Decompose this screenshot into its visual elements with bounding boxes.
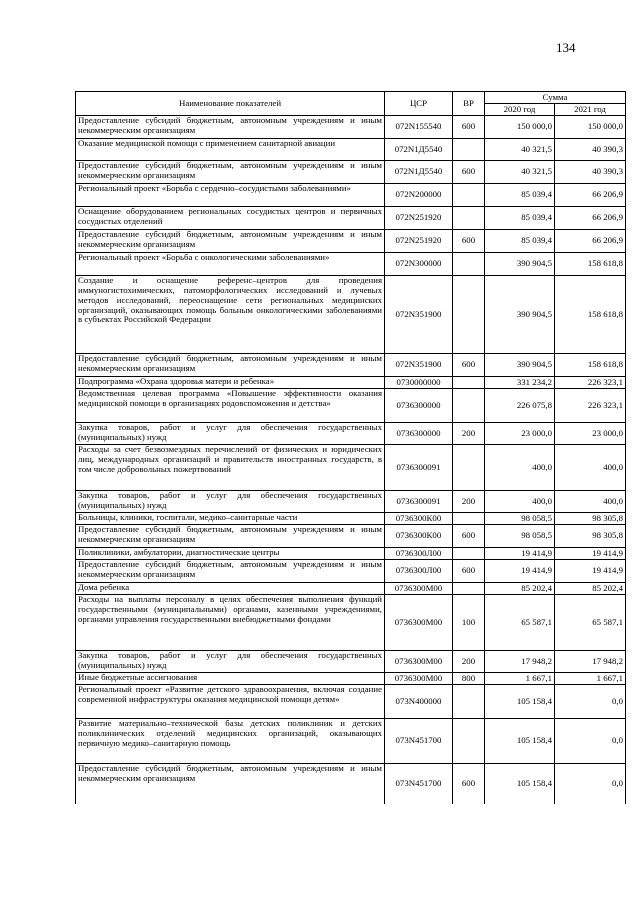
cell-y2021: 226 323,1 (555, 389, 626, 423)
cell-name: Развитие материально–технической базы детских поликлиник и детских поликлинических отделений медицинских организаций, оказывающих первичную медико–санитарную помощь (76, 719, 385, 764)
cell-y2020: 390 904,5 (485, 276, 555, 354)
cell-y2021: 0,0 (555, 719, 626, 764)
cell-csr: 072N155540 (385, 116, 453, 139)
cell-vr (453, 685, 485, 719)
cell-vr (453, 548, 485, 560)
cell-vr (453, 445, 485, 491)
table-row (76, 583, 626, 595)
table-row (76, 548, 626, 560)
cell-name: Дома ребенка (76, 583, 385, 595)
cell-y2021: 98 305,8 (555, 525, 626, 548)
cell-name: Региональный проект «Развитие детского здравоохранения, включая создание современной инфраструктуры оказания медицинской помощи детям» (76, 685, 385, 719)
cell-name: Расходы на выплаты персоналу в целях обеспечения выполнения функций государственными (муниципальными) органами, казенными учреждениями, органами управления государственными внебюджетными фондами (76, 595, 385, 651)
cell-y2020: 150 000,0 (485, 116, 555, 139)
cell-name: Региональный проект «Борьба с сердечно–сосудистыми заболеваниями» (76, 184, 385, 207)
cell-name: Предоставление субсидий бюджетным, автономным учреждениям и иным некоммерческим организациям (76, 354, 385, 377)
cell-csr: 0736300091 (385, 491, 453, 513)
cell-y2021: 65 587,1 (555, 595, 626, 651)
cell-y2021: 23 000,0 (555, 423, 626, 445)
cell-y2020: 1 667,1 (485, 673, 555, 685)
cell-vr (453, 583, 485, 595)
cell-vr: 200 (453, 491, 485, 513)
cell-y2021: 0,0 (555, 685, 626, 719)
cell-vr (453, 377, 485, 389)
cell-y2021: 98 305,8 (555, 513, 626, 525)
cell-name: Предоставление субсидий бюджетным, автономным учреждениям и иным некоммерческим организациям (76, 525, 385, 548)
header-2020: 2020 год (485, 104, 555, 116)
cell-csr: 072N251920 (385, 207, 453, 230)
cell-csr: 0736300К00 (385, 525, 453, 548)
cell-y2021: 17 948,2 (555, 651, 626, 673)
cell-y2020: 19 414,9 (485, 560, 555, 583)
cell-csr: 0736300М00 (385, 595, 453, 651)
table-row (76, 161, 626, 184)
cell-y2020: 85 039,4 (485, 184, 555, 207)
cell-name: Поликлиники, амбулатории, диагностические центры (76, 548, 385, 560)
cell-name: Региональный проект «Борьба с онкологическими заболеваниями» (76, 253, 385, 276)
cell-y2020: 85 039,4 (485, 230, 555, 253)
cell-y2020: 105 158,4 (485, 685, 555, 719)
cell-y2020: 226 075,8 (485, 389, 555, 423)
cell-y2021: 40 390,3 (555, 139, 626, 161)
cell-vr: 600 (453, 764, 485, 804)
cell-y2020: 17 948,2 (485, 651, 555, 673)
cell-y2021: 150 000,0 (555, 116, 626, 139)
cell-name: Предоставление субсидий бюджетным, автономным учреждениям и иным некоммерческим организациям (76, 161, 385, 184)
table-row (76, 651, 626, 673)
cell-vr: 600 (453, 230, 485, 253)
cell-name: Иные бюджетные ассигнования (76, 673, 385, 685)
header-sum: Сумма (485, 92, 626, 104)
page-number: 134 (556, 40, 576, 55)
cell-csr: 0736300000 (385, 423, 453, 445)
cell-y2020: 400,0 (485, 445, 555, 491)
table-row (76, 389, 626, 423)
cell-y2020: 40 321,5 (485, 139, 555, 161)
budget-table (75, 91, 626, 804)
table-row (76, 491, 626, 513)
table-row (76, 276, 626, 354)
cell-name: Больницы, клиники, госпитали, медико–санитарные части (76, 513, 385, 525)
cell-csr: 072N300000 (385, 253, 453, 276)
cell-csr: 072N1Д5540 (385, 139, 453, 161)
cell-csr: 0736300К00 (385, 513, 453, 525)
cell-vr: 100 (453, 595, 485, 651)
cell-y2020: 105 158,4 (485, 764, 555, 804)
cell-name: Расходы за счет безвозмездных перечислений от физических и юридических лиц, международных организаций и правительств иностранных государств, в том числе добровольных пожертвований (76, 445, 385, 491)
cell-csr: 0736300091 (385, 445, 453, 491)
cell-y2020: 65 587,1 (485, 595, 555, 651)
header-2021: 2021 год (555, 104, 626, 116)
table-row (76, 116, 626, 139)
table-row (76, 230, 626, 253)
table-row (76, 377, 626, 389)
cell-name: Предоставление субсидий бюджетным, автономным учреждениям и иным некоммерческим организациям (76, 116, 385, 139)
cell-vr: 600 (453, 354, 485, 377)
cell-csr: 0730000000 (385, 377, 453, 389)
table-row (76, 595, 626, 651)
cell-csr: 0736300М00 (385, 673, 453, 685)
cell-csr: 0736300Л00 (385, 548, 453, 560)
cell-name: Оснащение оборудованием региональных сосудистых центров и первичных сосудистых отделений (76, 207, 385, 230)
cell-csr: 0736300М00 (385, 583, 453, 595)
cell-y2021: 158 618,8 (555, 253, 626, 276)
cell-csr: 0736300000 (385, 389, 453, 423)
cell-y2020: 40 321,5 (485, 161, 555, 184)
header-vr: ВР (453, 92, 485, 116)
cell-csr: 072N1Д5540 (385, 161, 453, 184)
table-row (76, 445, 626, 491)
cell-y2021: 85 202,4 (555, 583, 626, 595)
cell-vr: 600 (453, 161, 485, 184)
cell-y2021: 1 667,1 (555, 673, 626, 685)
table-row (76, 184, 626, 207)
table-row (76, 525, 626, 548)
cell-vr: 200 (453, 651, 485, 673)
cell-y2021: 66 206,9 (555, 230, 626, 253)
cell-name: Закупка товаров, работ и услуг для обеспечения государственных (муниципальных) нужд (76, 651, 385, 673)
cell-y2021: 400,0 (555, 445, 626, 491)
header-name: Наименование показателей (76, 92, 385, 116)
cell-name: Подпрограмма «Охрана здоровья матери и ребенка» (76, 377, 385, 389)
cell-vr (453, 719, 485, 764)
table-row (76, 207, 626, 230)
cell-y2020: 23 000,0 (485, 423, 555, 445)
table-row (76, 673, 626, 685)
cell-csr: 072N351900 (385, 276, 453, 354)
table-row (76, 764, 626, 804)
cell-y2020: 98 058,5 (485, 513, 555, 525)
cell-y2021: 19 414,9 (555, 548, 626, 560)
cell-y2021: 66 206,9 (555, 207, 626, 230)
cell-y2020: 331 234,2 (485, 377, 555, 389)
cell-csr: 0736300М00 (385, 651, 453, 673)
cell-csr: 072N200000 (385, 184, 453, 207)
cell-vr: 600 (453, 560, 485, 583)
cell-vr (453, 139, 485, 161)
header-csr: ЦСР (385, 92, 453, 116)
table-row (76, 253, 626, 276)
cell-name: Оказание медицинской помощи с применением санитарной авиации (76, 139, 385, 161)
cell-name: Ведомственная целевая программа «Повышение эффективности оказания медицинской помощи в организациях родовспоможения и детства» (76, 389, 385, 423)
cell-y2021: 19 414,9 (555, 560, 626, 583)
cell-name: Предоставление субсидий бюджетным, автономным учреждениям и иным некоммерческим организациям (76, 560, 385, 583)
table-row (76, 139, 626, 161)
cell-y2021: 40 390,3 (555, 161, 626, 184)
cell-y2021: 226 323,1 (555, 377, 626, 389)
cell-y2020: 105 158,4 (485, 719, 555, 764)
cell-y2021: 66 206,9 (555, 184, 626, 207)
cell-vr (453, 184, 485, 207)
cell-y2021: 158 618,8 (555, 276, 626, 354)
cell-name: Предоставление субсидий бюджетным, автономным учреждениям и иным некоммерческим организациям (76, 230, 385, 253)
cell-vr: 200 (453, 423, 485, 445)
table-body (76, 116, 626, 804)
cell-vr (453, 389, 485, 423)
cell-y2021: 158 618,8 (555, 354, 626, 377)
table-row (76, 513, 626, 525)
table-row (76, 685, 626, 719)
cell-name: Закупка товаров, работ и услуг для обеспечения государственных (муниципальных) нужд (76, 491, 385, 513)
cell-vr (453, 276, 485, 354)
cell-y2020: 19 414,9 (485, 548, 555, 560)
cell-y2021: 400,0 (555, 491, 626, 513)
table-row (76, 354, 626, 377)
cell-vr: 800 (453, 673, 485, 685)
table-row (76, 423, 626, 445)
cell-csr: 0736300Л00 (385, 560, 453, 583)
cell-csr: 073N400000 (385, 685, 453, 719)
cell-y2021: 0,0 (555, 764, 626, 804)
cell-vr (453, 513, 485, 525)
cell-csr: 072N351900 (385, 354, 453, 377)
cell-vr (453, 253, 485, 276)
cell-y2020: 85 039,4 (485, 207, 555, 230)
table-row (76, 560, 626, 583)
cell-name: Закупка товаров, работ и услуг для обеспечения государственных (муниципальных) нужд (76, 423, 385, 445)
cell-y2020: 98 058,5 (485, 525, 555, 548)
cell-name: Предоставление субсидий бюджетным, автономным учреждениям и иным некоммерческим организациям (76, 764, 385, 804)
cell-csr: 072N251920 (385, 230, 453, 253)
cell-vr: 600 (453, 525, 485, 548)
cell-y2020: 400,0 (485, 491, 555, 513)
cell-csr: 073N451700 (385, 764, 453, 804)
table-row (76, 719, 626, 764)
cell-vr: 600 (453, 116, 485, 139)
cell-vr (453, 207, 485, 230)
cell-y2020: 390 904,5 (485, 354, 555, 377)
cell-csr: 073N451700 (385, 719, 453, 764)
cell-y2020: 85 202,4 (485, 583, 555, 595)
cell-y2020: 390 904,5 (485, 253, 555, 276)
cell-name: Создание и оснащение референс–центров для проведения иммуногистохимических, патоморфологических исследований и лучевых методов исследований, переоснащение сети региональных медицинских организаций, оказывающих помощь больным онкологическими заболеваниями в субъектах Российской Федерации (76, 276, 385, 354)
